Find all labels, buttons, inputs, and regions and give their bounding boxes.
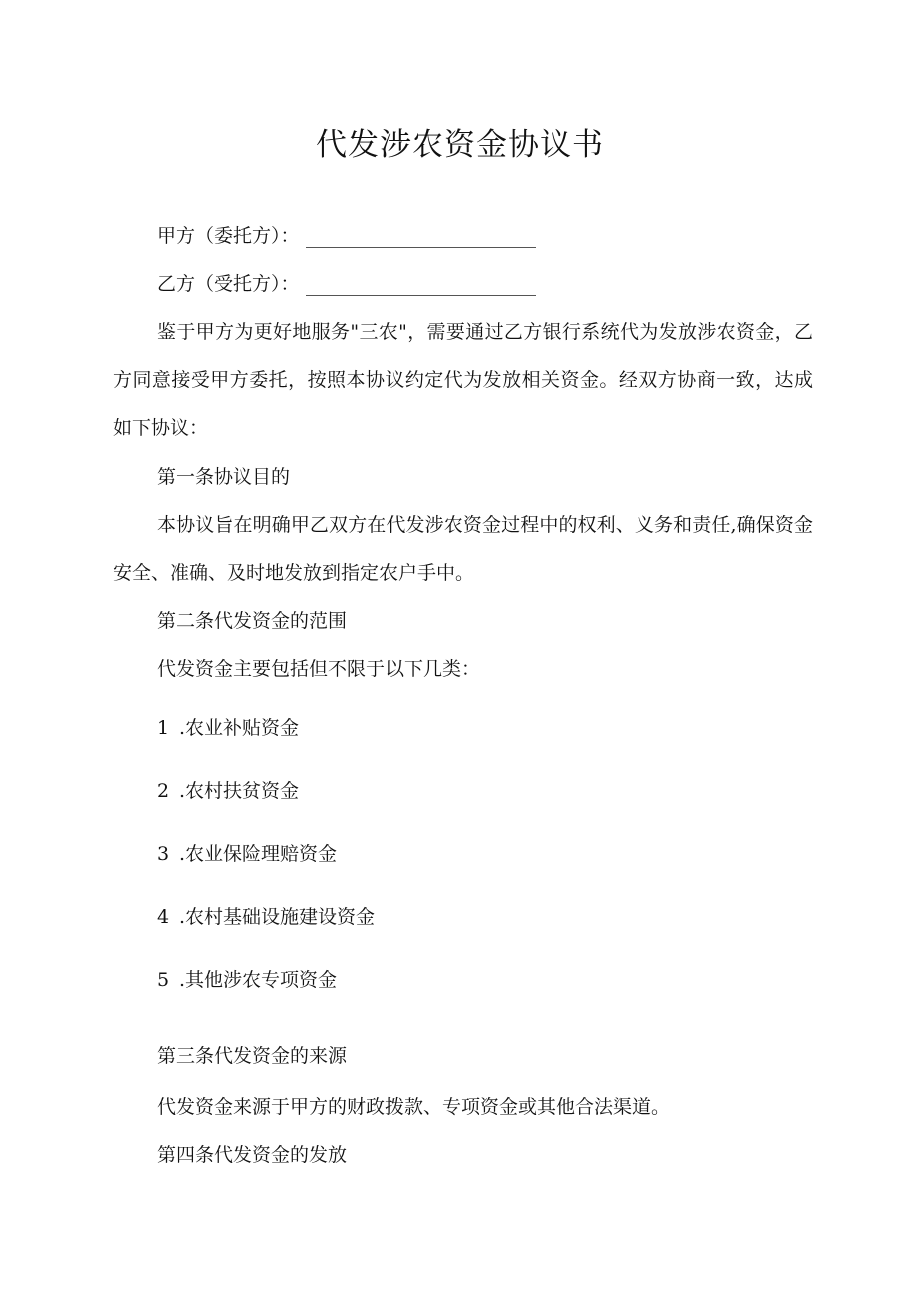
article-1-heading: 第一条协议目的 <box>157 466 291 488</box>
party-b-blank-field[interactable] <box>306 281 536 296</box>
list-item-number: 4 <box>157 906 170 928</box>
list-item <box>157 839 337 866</box>
party-a-line <box>157 224 536 248</box>
party-b-line <box>157 272 536 296</box>
list-item-number: 2 <box>157 780 170 802</box>
article-2-intro: 代发资金主要包括但不限于以下几类： <box>157 658 481 680</box>
intro-paragraph: 鉴于甲方为更好地服务"三农"，需要通过乙方银行系统代为发放涉农资金，乙方同意接受甲方委托，按照本协议约定代为发放相关资金。经双方协商一致，达成如下协议： <box>113 321 813 439</box>
list-item-text: .农业保险理赔资金 <box>179 843 338 865</box>
article-3-heading: 第三条代发资金的来源 <box>157 1045 348 1067</box>
list-item-text: .农业补贴资金 <box>179 717 300 739</box>
list-item-number: 5 <box>157 969 170 991</box>
party-a-label: 甲方（委托方）： <box>157 225 300 247</box>
article-1-body: 本协议旨在明确甲乙双方在代发涉农资金过程中的权利、义务和责任,确保资金安全、准确、及时地发放到指定农户手中。 <box>113 514 813 584</box>
article-4-heading: 第四条代发资金的发放 <box>157 1144 348 1166</box>
list-item <box>157 776 299 803</box>
list-item-text: .其他涉农专项资金 <box>179 969 338 991</box>
list-item-number: 1 <box>157 717 170 739</box>
list-item-number: 3 <box>157 843 170 865</box>
party-a-blank-field[interactable] <box>306 233 536 248</box>
list-item <box>157 902 375 929</box>
article-2-heading: 第二条代发资金的范围 <box>157 610 348 632</box>
list-item <box>157 965 337 992</box>
article-3-body: 代发资金来源于甲方的财政拨款、专项资金或其他合法渠道。 <box>157 1096 671 1118</box>
list-item-text: .农村扶贫资金 <box>179 780 300 802</box>
party-b-label: 乙方（受托方）： <box>157 273 300 295</box>
list-item-text: .农村基础设施建设资金 <box>179 906 376 928</box>
document-title: 代发涉农资金协议书 <box>316 127 604 163</box>
list-item <box>157 713 299 740</box>
